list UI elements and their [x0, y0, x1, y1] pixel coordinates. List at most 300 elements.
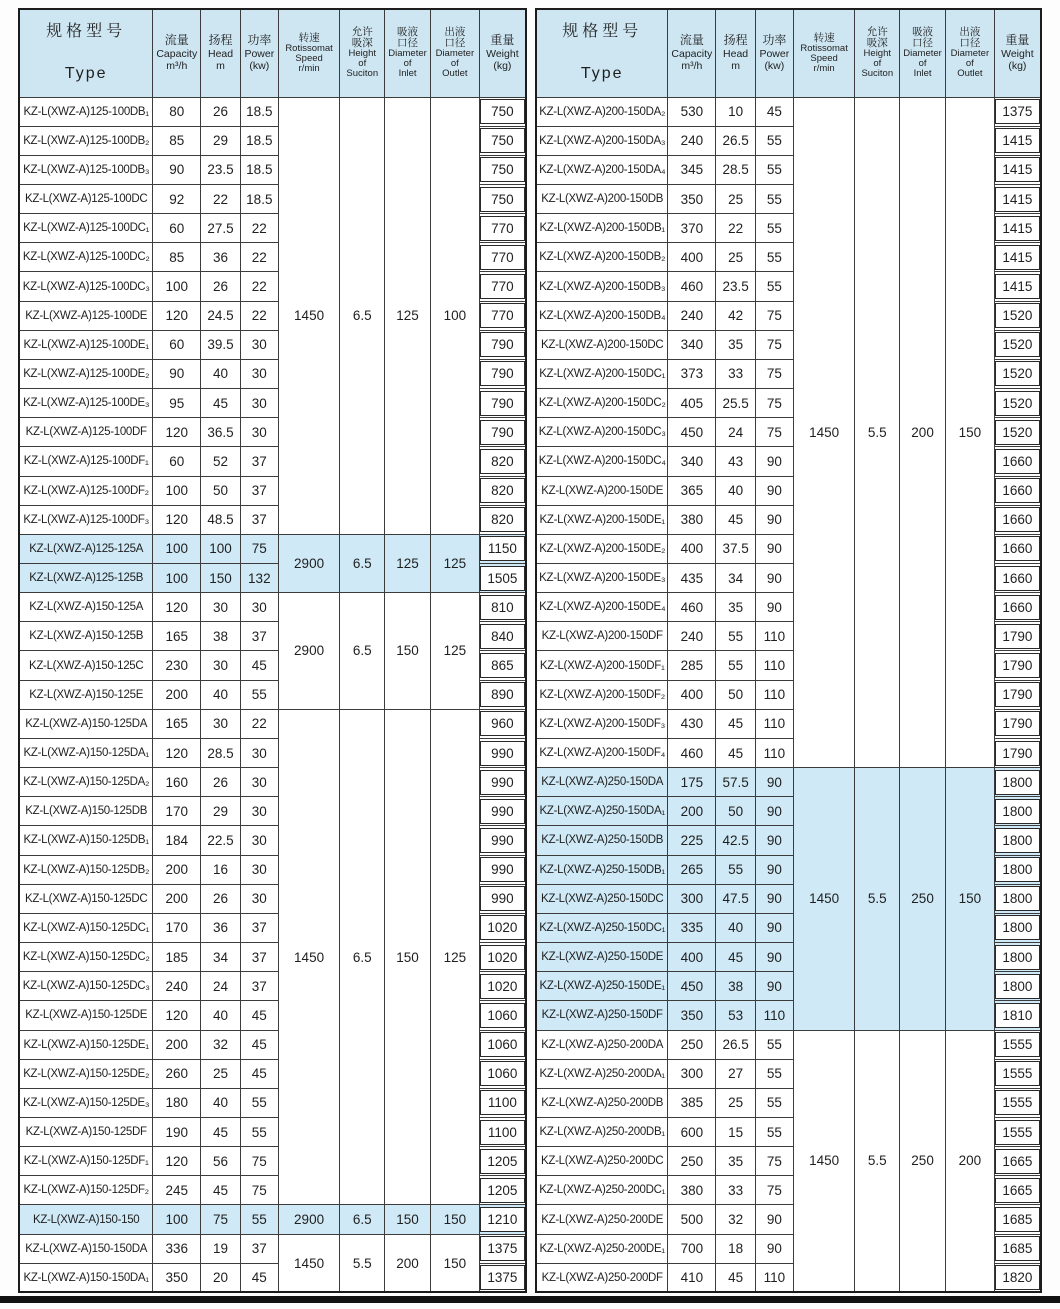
header-line: Type — [64, 65, 108, 83]
head-cell: 48.5 — [201, 505, 241, 534]
weight-value: 990 — [480, 799, 525, 824]
weight-value: 1660 — [995, 566, 1040, 591]
head-cell: 47.5 — [716, 884, 756, 913]
power-cell: 45 — [755, 97, 793, 126]
header-line: 口径 — [912, 37, 934, 50]
type-cell: KZ-L(XWZ-A)250-150DA — [536, 768, 668, 797]
table-row — [19, 1234, 526, 1263]
weight-header — [479, 9, 526, 97]
header-line: 口径 — [444, 37, 466, 50]
type-cell: KZ-L(XWZ-A)200-150DE₁ — [536, 505, 668, 534]
type-cell: KZ-L(XWZ-A)200-150DE₂ — [536, 534, 668, 563]
power-cell: 55 — [240, 680, 278, 709]
head-cell: 29 — [201, 797, 241, 826]
header-line: 功率 — [247, 33, 272, 48]
weight-value: 890 — [480, 682, 525, 707]
head-cell: 40 — [201, 359, 241, 388]
outlet-cell: 125 — [430, 709, 479, 1205]
header-line: 重量 — [490, 33, 515, 48]
capacity-cell: 85 — [153, 126, 201, 155]
power-cell: 55 — [240, 1205, 278, 1234]
power-cell: 90 — [755, 1205, 793, 1234]
type-cell: KZ-L(XWZ-A)150-125DE₂ — [19, 1059, 153, 1088]
type-cell: KZ-L(XWZ-A)150-125DA — [19, 709, 153, 738]
power-cell: 30 — [240, 389, 278, 418]
weight-value: 1555 — [995, 1090, 1040, 1115]
header-line: Outlet — [442, 68, 468, 80]
power-header — [240, 9, 278, 97]
spec-table-right — [535, 8, 1042, 1293]
head-cell: 23.5 — [716, 272, 756, 301]
suction-cell: 5.5 — [855, 1030, 900, 1292]
type-cell: KZ-L(XWZ-A)150-125DB₂ — [19, 855, 153, 884]
type-cell: KZ-L(XWZ-A)200-150DA₃ — [536, 126, 668, 155]
power-cell: 110 — [755, 651, 793, 680]
header-line: 扬程 — [723, 33, 748, 48]
weight-cell — [479, 272, 526, 301]
type-cell: KZ-L(XWZ-A)150-125DA₁ — [19, 738, 153, 767]
table-row — [19, 593, 526, 622]
outlet-cell: 150 — [945, 97, 994, 768]
capacity-cell: 240 — [153, 972, 201, 1001]
weight-cell — [994, 1176, 1041, 1205]
type-cell: KZ-L(XWZ-A)250-150DC — [536, 884, 668, 913]
type-cell: KZ-L(XWZ-A)200-150DB₃ — [536, 272, 668, 301]
capacity-cell: 530 — [668, 97, 716, 126]
header-line: r/min — [298, 62, 320, 74]
head-cell: 45 — [716, 505, 756, 534]
head-cell: 43 — [716, 447, 756, 476]
power-cell: 30 — [240, 738, 278, 767]
power-cell: 37 — [240, 1234, 278, 1263]
outlet-cell: 125 — [430, 534, 479, 592]
power-cell: 55 — [755, 184, 793, 213]
head-cell: 40 — [201, 1088, 241, 1117]
weight-cell — [994, 943, 1041, 972]
weight-value: 750 — [480, 157, 525, 182]
weight-cell — [479, 1205, 526, 1234]
power-cell: 37 — [240, 943, 278, 972]
type-cell: KZ-L(XWZ-A)200-150DC₁ — [536, 359, 668, 388]
capacity-cell: 170 — [153, 913, 201, 942]
type-cell: KZ-L(XWZ-A)250-150DE₁ — [536, 972, 668, 1001]
power-cell: 22 — [240, 301, 278, 330]
header-line: 功率 — [762, 33, 787, 48]
head-cell: 35 — [716, 330, 756, 359]
capacity-cell: 380 — [668, 1176, 716, 1205]
capacity-cell: 175 — [668, 768, 716, 797]
weight-cell — [994, 505, 1041, 534]
suction-header — [340, 9, 385, 97]
weight-cell — [994, 447, 1041, 476]
weight-value: 1660 — [995, 449, 1040, 474]
capacity-cell: 435 — [668, 564, 716, 593]
header-line: m³/h — [166, 60, 188, 73]
type-cell: KZ-L(XWZ-A)150-125DC₁ — [19, 913, 153, 942]
capacity-cell: 60 — [153, 447, 201, 476]
weight-cell — [994, 1147, 1041, 1176]
head-cell: 29 — [201, 126, 241, 155]
weight-cell — [994, 359, 1041, 388]
head-cell: 32 — [716, 1205, 756, 1234]
weight-value: 820 — [480, 507, 525, 532]
head-cell: 45 — [201, 1176, 241, 1205]
suction-cell: 6.5 — [340, 709, 385, 1205]
type-cell: KZ-L(XWZ-A)200-150DB₄ — [536, 301, 668, 330]
weight-value: 1810 — [995, 1003, 1040, 1028]
type-cell: KZ-L(XWZ-A)250-150DB — [536, 826, 668, 855]
capacity-cell: 240 — [668, 622, 716, 651]
type-cell: KZ-L(XWZ-A)200-150DA₂ — [536, 97, 668, 126]
weight-cell — [994, 855, 1041, 884]
type-cell: KZ-L(XWZ-A)200-150DF₂ — [536, 680, 668, 709]
head-cell: 42.5 — [716, 826, 756, 855]
capacity-cell: 200 — [668, 797, 716, 826]
weight-value: 790 — [480, 391, 525, 416]
capacity-cell: 240 — [668, 126, 716, 155]
weight-cell — [479, 1030, 526, 1059]
weight-cell — [479, 564, 526, 593]
weight-cell — [479, 651, 526, 680]
type-cell: KZ-L(XWZ-A)200-150DE₄ — [536, 593, 668, 622]
weight-value: 1660 — [995, 507, 1040, 532]
header-line: 吸液 — [912, 26, 934, 39]
power-cell: 22 — [240, 243, 278, 272]
weight-value: 1415 — [995, 274, 1040, 299]
capacity-cell: 340 — [668, 330, 716, 359]
inlet-header — [900, 9, 946, 97]
power-cell: 55 — [240, 1088, 278, 1117]
power-cell: 18.5 — [240, 155, 278, 184]
head-cell: 27.5 — [201, 214, 241, 243]
header-line: 口径 — [397, 37, 419, 50]
header-line: Diameter — [950, 48, 990, 60]
head-cell: 38 — [716, 972, 756, 1001]
header-line: Diameter — [435, 48, 475, 60]
spec-table-left — [18, 8, 527, 1293]
head-cell: 25.5 — [716, 389, 756, 418]
head-cell: 22.5 — [201, 826, 241, 855]
weight-cell — [994, 564, 1041, 593]
table-row — [19, 534, 526, 563]
weight-value: 990 — [480, 741, 525, 766]
weight-cell — [479, 1088, 526, 1117]
power-cell: 75 — [755, 1176, 793, 1205]
type-cell: KZ-L(XWZ-A)200-150DF₃ — [536, 709, 668, 738]
weight-cell — [994, 97, 1041, 126]
inlet-cell: 150 — [385, 709, 431, 1205]
type-cell: KZ-L(XWZ-A)250-200DA — [536, 1030, 668, 1059]
speed-cell: 2900 — [278, 593, 340, 710]
weight-cell — [994, 272, 1041, 301]
outlet-cell: 150 — [430, 1205, 479, 1234]
capacity-cell: 120 — [153, 1147, 201, 1176]
type-cell: KZ-L(XWZ-A)125-100DE₃ — [19, 389, 153, 418]
type-cell: KZ-L(XWZ-A)150-125DF — [19, 1117, 153, 1146]
speed-cell: 2900 — [278, 1205, 340, 1234]
head-cell: 35 — [716, 593, 756, 622]
header-line: Inlet — [398, 68, 417, 80]
weight-value: 1375 — [480, 1265, 525, 1290]
weight-value: 1415 — [995, 187, 1040, 212]
header-line: Type — [580, 65, 624, 83]
type-cell: KZ-L(XWZ-A)200-150DB₁ — [536, 214, 668, 243]
power-cell: 55 — [755, 1030, 793, 1059]
table-header — [536, 9, 1041, 97]
power-cell: 75 — [755, 389, 793, 418]
header-line: 流量 — [679, 33, 704, 48]
head-cell: 36 — [201, 243, 241, 272]
type-header — [536, 9, 668, 97]
weight-value: 790 — [480, 420, 525, 445]
power-cell: 30 — [240, 797, 278, 826]
capacity-cell: 373 — [668, 359, 716, 388]
capacity-cell: 230 — [153, 651, 201, 680]
header-line: of — [403, 58, 412, 70]
power-cell: 75 — [755, 359, 793, 388]
type-cell: KZ-L(XWZ-A)125-100DF₁ — [19, 447, 153, 476]
capacity-cell: 90 — [153, 155, 201, 184]
header-line: 规格型号 — [46, 23, 127, 41]
weight-cell — [479, 738, 526, 767]
head-cell: 36.5 — [201, 418, 241, 447]
head-cell: 24 — [201, 972, 241, 1001]
speed-header — [278, 9, 340, 97]
power-cell: 110 — [755, 680, 793, 709]
capacity-cell: 85 — [153, 243, 201, 272]
power-cell: 37 — [240, 913, 278, 942]
weight-cell — [479, 330, 526, 359]
inlet-cell: 200 — [385, 1234, 431, 1292]
weight-cell — [479, 301, 526, 330]
head-cell: 26 — [201, 768, 241, 797]
weight-cell — [479, 1001, 526, 1030]
weight-cell — [479, 680, 526, 709]
weight-cell — [479, 418, 526, 447]
head-cell: 56 — [201, 1147, 241, 1176]
type-cell: KZ-L(XWZ-A)125-100DE — [19, 301, 153, 330]
type-cell: KZ-L(XWZ-A)200-150DC — [536, 330, 668, 359]
type-cell: KZ-L(XWZ-A)150-125DA₂ — [19, 768, 153, 797]
header-line: m — [216, 60, 225, 73]
capacity-cell: 225 — [668, 826, 716, 855]
power-cell: 132 — [240, 564, 278, 593]
weight-cell — [994, 1059, 1041, 1088]
head-cell: 10 — [716, 97, 756, 126]
type-cell: KZ-L(XWZ-A)200-150DE₃ — [536, 564, 668, 593]
type-cell: KZ-L(XWZ-A)150-125B — [19, 622, 153, 651]
capacity-cell: 400 — [668, 534, 716, 563]
capacity-cell: 80 — [153, 97, 201, 126]
header-line: 吸深 — [866, 37, 888, 50]
inlet-cell: 150 — [385, 593, 431, 710]
head-cell: 45 — [716, 1263, 756, 1292]
weight-header — [994, 9, 1041, 97]
head-cell: 150 — [201, 564, 241, 593]
head-cell: 24 — [716, 418, 756, 447]
power-cell: 90 — [755, 768, 793, 797]
table-row — [536, 1030, 1041, 1059]
capacity-cell: 165 — [153, 709, 201, 738]
weight-value: 1555 — [995, 1061, 1040, 1086]
weight-cell — [994, 1263, 1041, 1292]
capacity-cell: 410 — [668, 1263, 716, 1292]
head-cell: 45 — [716, 943, 756, 972]
head-cell: 28.5 — [201, 738, 241, 767]
type-cell: KZ-L(XWZ-A)250-200DC — [536, 1147, 668, 1176]
type-cell: KZ-L(XWZ-A)125-100DF₂ — [19, 476, 153, 505]
outlet-cell: 200 — [945, 1030, 994, 1292]
head-cell: 55 — [716, 622, 756, 651]
weight-value: 1520 — [995, 420, 1040, 445]
weight-value: 770 — [480, 303, 525, 328]
weight-value: 1790 — [995, 741, 1040, 766]
header-line: (kg) — [1008, 60, 1027, 73]
type-cell: KZ-L(XWZ-A)150-125DE — [19, 1001, 153, 1030]
type-cell: KZ-L(XWZ-A)250-200DC₁ — [536, 1176, 668, 1205]
power-cell: 37 — [240, 505, 278, 534]
type-cell: KZ-L(XWZ-A)250-150DF — [536, 1001, 668, 1030]
head-cell: 28.5 — [716, 155, 756, 184]
weight-value: 1665 — [995, 1178, 1040, 1203]
weight-cell — [994, 680, 1041, 709]
head-cell: 75 — [201, 1205, 241, 1234]
head-cell: 25 — [201, 1059, 241, 1088]
header-line: (kw) — [764, 60, 785, 73]
power-cell: 75 — [240, 1147, 278, 1176]
head-cell: 23.5 — [201, 155, 241, 184]
inlet-cell: 125 — [385, 534, 431, 592]
weight-value: 1375 — [480, 1236, 525, 1261]
power-cell: 90 — [755, 913, 793, 942]
head-cell: 40 — [716, 913, 756, 942]
header-line: Outlet — [957, 68, 983, 80]
weight-cell — [994, 709, 1041, 738]
weight-cell — [994, 651, 1041, 680]
weight-value: 1555 — [995, 1120, 1040, 1145]
type-cell: KZ-L(XWZ-A)150-125DF₁ — [19, 1147, 153, 1176]
weight-cell — [994, 1001, 1041, 1030]
weight-cell — [994, 972, 1041, 1001]
head-cell: 27 — [716, 1059, 756, 1088]
weight-value: 1665 — [995, 1149, 1040, 1174]
header-line: Suciton — [346, 68, 379, 80]
header-line: 允许 — [866, 26, 888, 39]
suction-header — [855, 9, 900, 97]
type-cell: KZ-L(XWZ-A)250-200DB₁ — [536, 1117, 668, 1146]
capacity-cell: 350 — [668, 1001, 716, 1030]
header-line: of — [358, 58, 367, 70]
weight-value: 1800 — [995, 945, 1040, 970]
header-line: 出液 — [444, 26, 466, 39]
weight-value: 1205 — [480, 1149, 525, 1174]
weight-value: 1685 — [995, 1207, 1040, 1232]
type-header — [19, 9, 153, 97]
type-cell: KZ-L(XWZ-A)200-150DC₂ — [536, 389, 668, 418]
weight-value: 1415 — [995, 245, 1040, 270]
weight-value: 770 — [480, 245, 525, 270]
weight-value: 1415 — [995, 157, 1040, 182]
suction-cell: 5.5 — [855, 768, 900, 1030]
type-cell: KZ-L(XWZ-A)250-200DB — [536, 1088, 668, 1117]
capacity-cell: 185 — [153, 943, 201, 972]
weight-value: 820 — [480, 478, 525, 503]
power-header — [755, 9, 793, 97]
weight-cell — [479, 97, 526, 126]
weight-cell — [479, 1059, 526, 1088]
weight-value: 1800 — [995, 886, 1040, 911]
capacity-cell: 60 — [153, 330, 201, 359]
head-cell: 34 — [716, 564, 756, 593]
power-cell: 18.5 — [240, 184, 278, 213]
weight-value: 1100 — [480, 1090, 525, 1115]
weight-value: 1790 — [995, 711, 1040, 736]
weight-value: 1660 — [995, 536, 1040, 561]
weight-value: 1800 — [995, 828, 1040, 853]
capacity-cell: 120 — [153, 738, 201, 767]
weight-value: 990 — [480, 828, 525, 853]
power-cell: 37 — [240, 476, 278, 505]
capacity-cell: 600 — [668, 1117, 716, 1146]
head-cell: 18 — [716, 1234, 756, 1263]
capacity-cell: 265 — [668, 855, 716, 884]
head-cell: 57.5 — [716, 768, 756, 797]
inlet-cell: 250 — [900, 768, 946, 1030]
power-cell: 90 — [755, 534, 793, 563]
header-line: 规格型号 — [562, 23, 643, 41]
weight-value: 1505 — [480, 566, 525, 591]
outlet-header — [430, 9, 479, 97]
capacity-cell: 450 — [668, 418, 716, 447]
table-row — [536, 768, 1041, 797]
weight-cell — [994, 214, 1041, 243]
weight-cell — [479, 389, 526, 418]
capacity-cell: 200 — [153, 884, 201, 913]
head-cell: 40 — [716, 476, 756, 505]
weight-value: 1415 — [995, 128, 1040, 153]
power-cell: 30 — [240, 768, 278, 797]
inlet-cell: 125 — [385, 97, 431, 534]
capacity-cell: 460 — [668, 738, 716, 767]
weight-value: 1100 — [480, 1120, 525, 1145]
weight-value: 1060 — [480, 1003, 525, 1028]
header-line: of — [965, 58, 974, 70]
capacity-cell: 92 — [153, 184, 201, 213]
weight-cell — [994, 1088, 1041, 1117]
type-cell: KZ-L(XWZ-A)150-125DE₃ — [19, 1088, 153, 1117]
head-cell: 50 — [201, 476, 241, 505]
head-cell: 30 — [201, 709, 241, 738]
weight-value: 990 — [480, 770, 525, 795]
power-cell: 75 — [755, 418, 793, 447]
head-cell: 37.5 — [716, 534, 756, 563]
weight-value: 1660 — [995, 478, 1040, 503]
weight-value: 750 — [480, 187, 525, 212]
power-cell: 90 — [755, 797, 793, 826]
head-cell: 19 — [201, 1234, 241, 1263]
power-cell: 55 — [755, 126, 793, 155]
weight-cell — [479, 476, 526, 505]
weight-value: 1415 — [995, 216, 1040, 241]
power-cell: 90 — [755, 564, 793, 593]
power-cell: 45 — [240, 651, 278, 680]
head-cell: 20 — [201, 1263, 241, 1292]
weight-cell — [479, 155, 526, 184]
header-line: Head — [208, 48, 234, 61]
head-cell: 26.5 — [716, 1030, 756, 1059]
type-cell: KZ-L(XWZ-A)250-200DE₁ — [536, 1234, 668, 1263]
type-cell: KZ-L(XWZ-A)150-125A — [19, 593, 153, 622]
